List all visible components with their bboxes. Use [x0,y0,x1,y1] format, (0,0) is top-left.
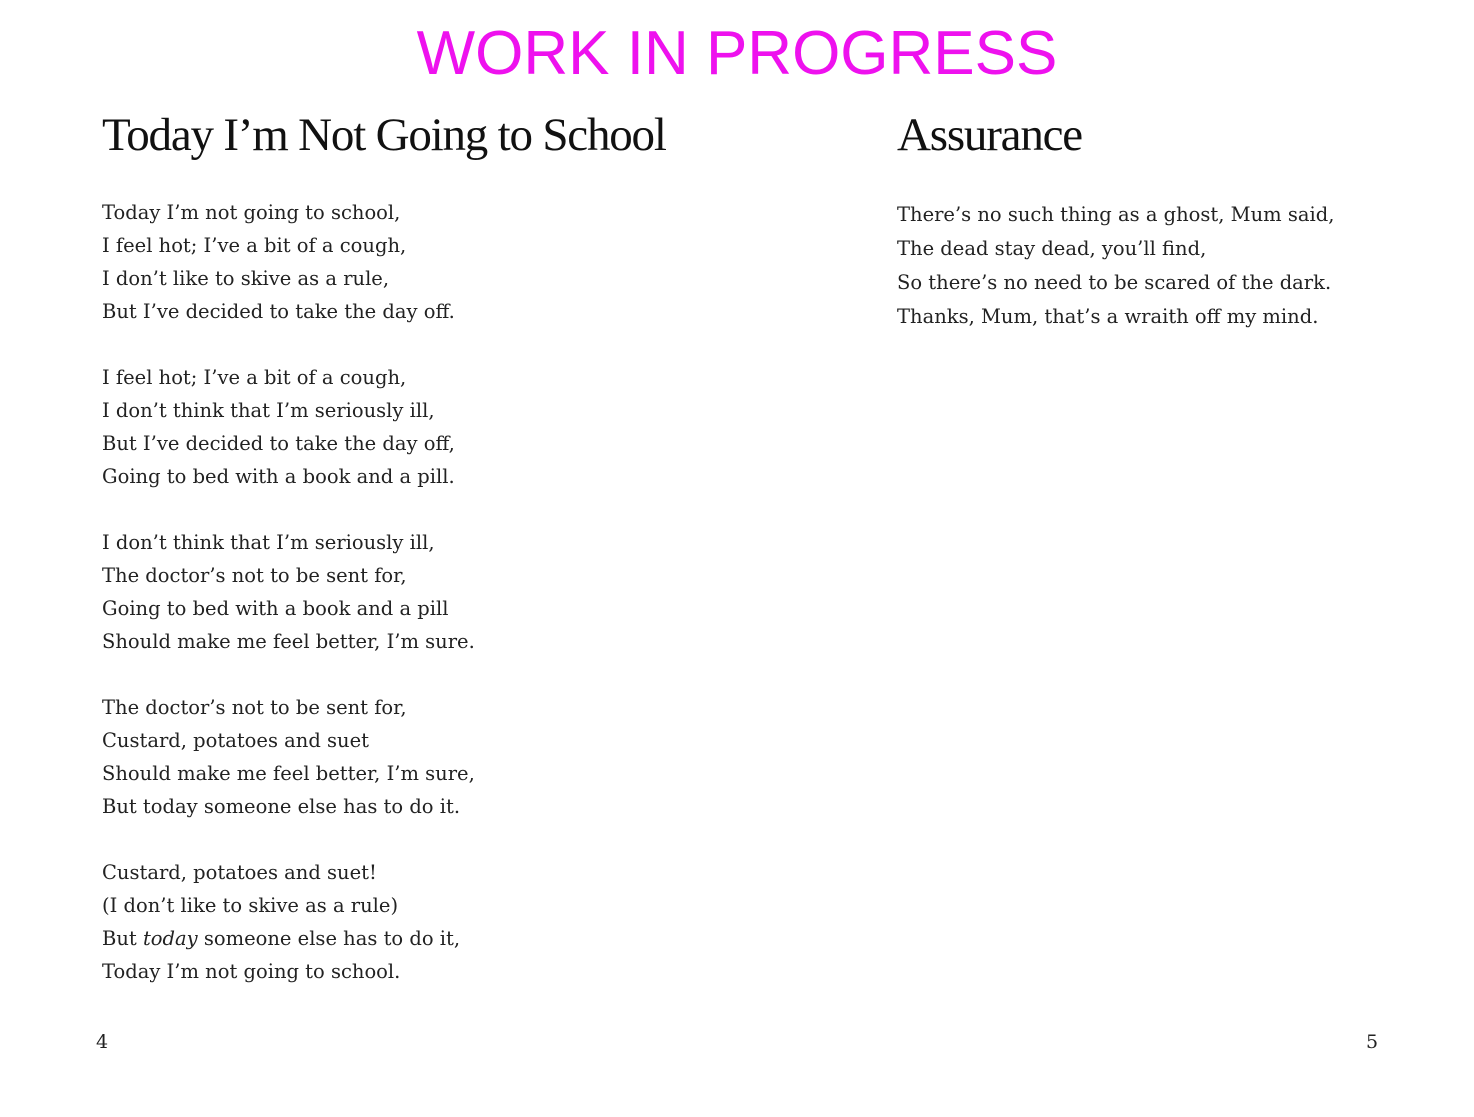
poem-line: Custard, potatoes and suet! [102,861,377,884]
poem-line: Today I’m not going to school, [102,201,401,224]
stanza-1 [897,198,1417,334]
poem-line: Custard, potatoes and suet [102,729,369,752]
poem-line: So there’s no need to be scared of the dark. [897,271,1332,294]
poem-title-today-not-going-to-school: Today I’m Not Going to School [102,109,666,161]
poem-line: I don’t think that I’m seriously ill, [102,531,435,554]
page-number-right: 5 [1366,1031,1379,1053]
poem-line: But today someone else has to do it. [102,795,461,818]
stanza-5 [102,856,742,988]
poem-line: (I don’t like to skive as a rule) [102,894,399,917]
poem-line: Today I’m not going to school. [102,960,401,983]
left-page [102,105,742,988]
poem-line: Should make me feel better, I’m sure. [102,630,475,653]
line-segment: someone else has to do it, [197,927,461,950]
poem-line: I feel hot; I’ve a bit of a cough, [102,234,407,257]
page-number-left: 4 [96,1031,109,1053]
poem-line: There’s no such thing as a ghost, Mum said, [897,203,1335,226]
poem-line: The doctor’s not to be sent for, [102,564,407,587]
poem-line: Going to bed with a book and a pill. [102,465,455,488]
poem-body [102,196,742,988]
poem-line: The dead stay dead, you’ll find, [897,237,1207,260]
poem-line: Thanks, Mum, that’s a wraith off my mind. [897,305,1319,328]
stanza-2 [102,361,742,493]
stanza-3 [102,526,742,658]
poem-line: But I’ve decided to take the day off, [102,432,455,455]
stanza-1 [102,196,742,328]
poem-body [897,198,1417,334]
poem-line: Going to bed with a book and a pill [102,597,449,620]
stanza-4 [102,691,742,823]
poem-line: I don’t think that I’m seriously ill, [102,399,435,422]
poem-line: Should make me feel better, I’m sure, [102,762,475,785]
poem-line: But I’ve decided to take the day off. [102,300,455,323]
line-segment: But [102,927,143,950]
poem-line: The doctor’s not to be sent for, [102,696,407,719]
poem-line-with-italic [102,922,742,955]
work-in-progress-watermark: WORK IN PROGRESS [416,19,1058,88]
poem-title-assurance: Assurance [897,109,1082,161]
poem-line: I feel hot; I’ve a bit of a cough, [102,366,407,389]
right-page [897,105,1417,334]
italic-word: today [142,927,198,950]
poem-line: I don’t like to skive as a rule, [102,267,390,290]
